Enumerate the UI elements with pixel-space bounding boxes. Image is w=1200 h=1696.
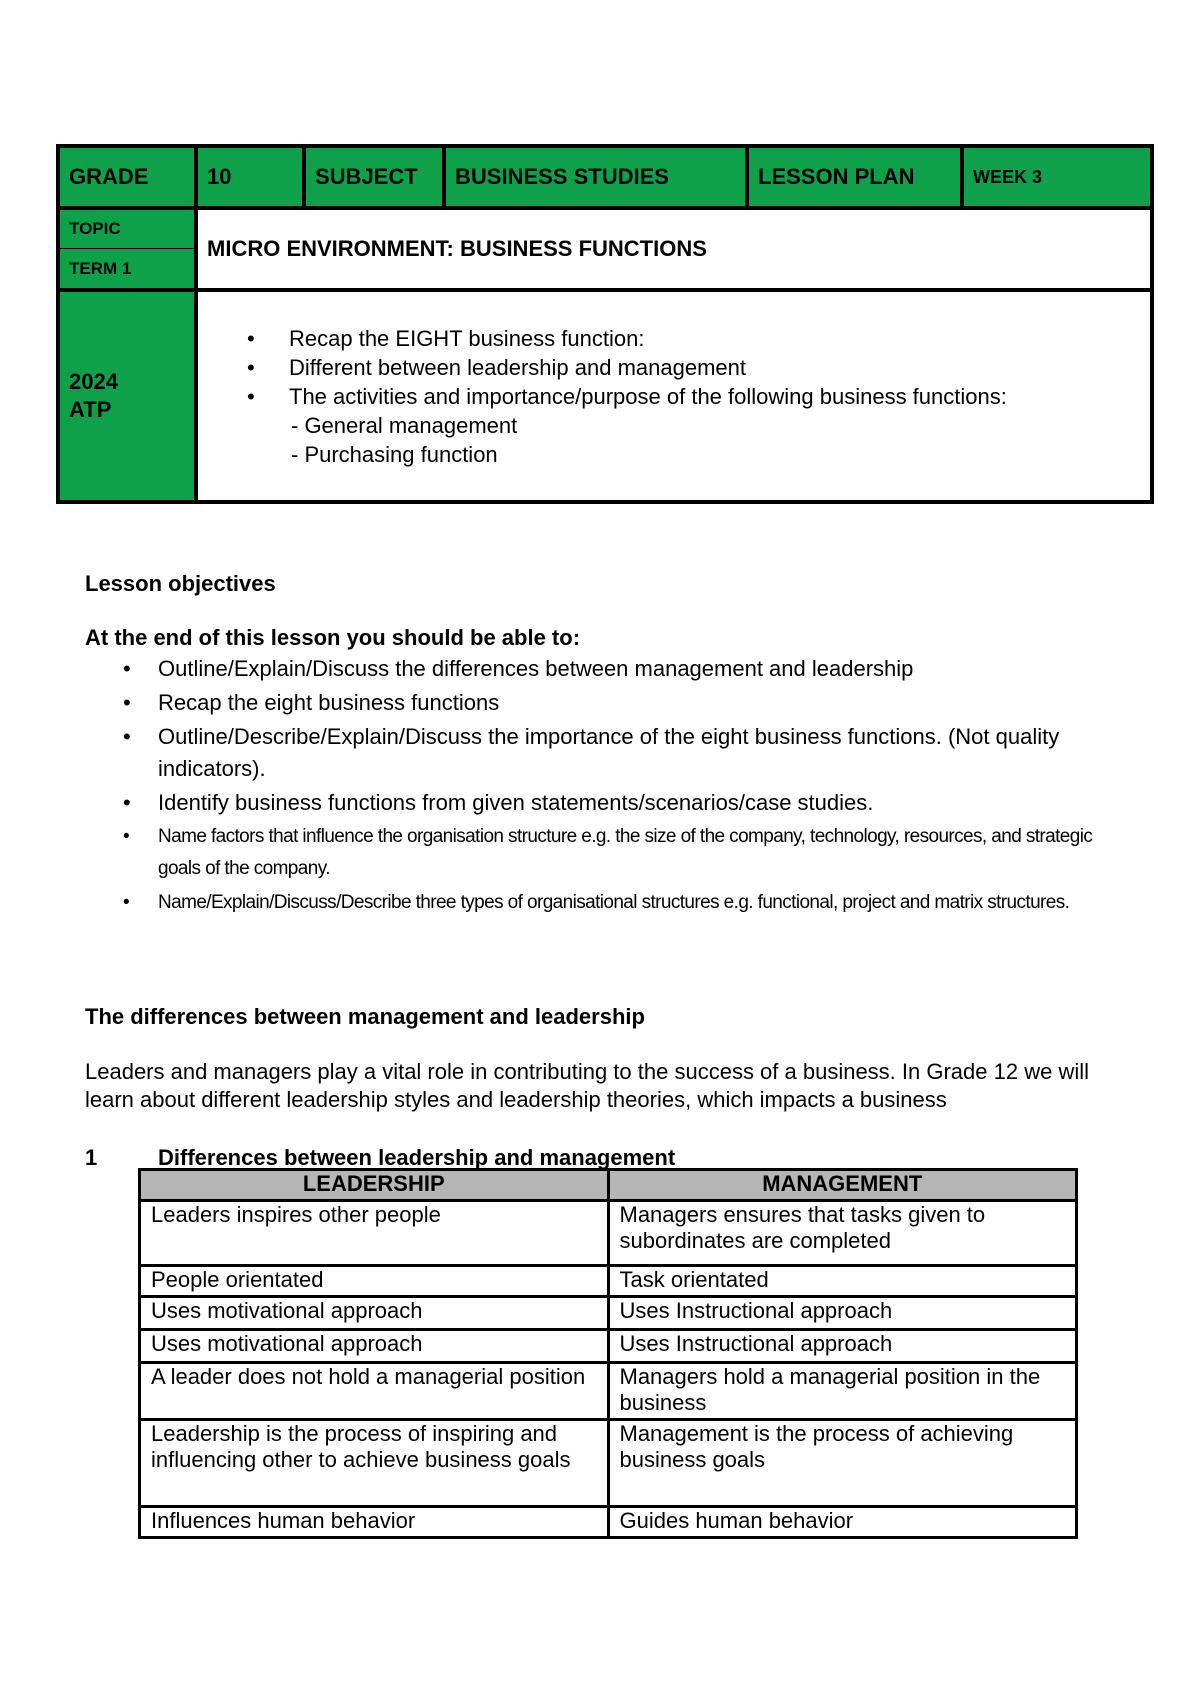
subject-label: SUBJECT	[304, 146, 444, 208]
differences-paragraph: Leaders and managers play a vital role in contributing to the success of a business. In Grade 12 we will learn about different leadership styles and leadership theories, which impacts a business	[85, 1059, 1089, 1112]
grade-value: 10	[196, 146, 304, 208]
atp-item: • Different between leadership and management	[247, 353, 1141, 382]
term-label: TERM 1	[69, 258, 132, 278]
atp-label: ATP	[69, 397, 112, 422]
atp-year: 2024	[69, 369, 118, 394]
management-cell: Managers hold a managerial position in the business	[608, 1363, 1077, 1420]
table-row	[140, 1201, 1077, 1266]
topic-term-cell	[58, 208, 196, 290]
grade-label: GRADE	[58, 146, 196, 208]
leadership-cell: Leadership is the process of inspiring and influencing other to achieve business goals	[140, 1420, 609, 1507]
leadership-cell: Leaders inspires other people	[140, 1201, 609, 1266]
atp-item: • The activities and importance/purpose of the following business functions:	[247, 382, 1141, 411]
leadership-cell: Uses motivational approach	[140, 1330, 609, 1363]
leadership-cell: People orientated	[140, 1266, 609, 1297]
objectives-heading: Lesson objectives	[85, 571, 276, 596]
management-cell: Managers ensures that tasks given to subordinates are completed	[608, 1201, 1077, 1266]
atp-subitem: - Purchasing function	[291, 441, 498, 467]
section-number: 1	[85, 1145, 98, 1170]
leadership-management-table	[138, 1168, 1078, 1539]
atp-content-cell	[196, 290, 1152, 502]
lesson-header-table	[56, 144, 1154, 504]
leadership-cell: Influences human behavior	[140, 1507, 609, 1538]
atp-subitem: - General management	[291, 412, 518, 438]
atp-cell	[58, 290, 196, 502]
table-row	[140, 1297, 1077, 1330]
objective-item: • Recap the eight business functions	[85, 687, 1125, 719]
management-cell: Management is the process of achieving business goals	[608, 1420, 1077, 1507]
differences-section	[85, 1004, 1125, 1114]
objective-item: • Name factors that influence the organisation structure e.g. the size of the company, technology, resources, and strategic goals of the company.	[85, 821, 1125, 885]
table-row	[140, 1266, 1077, 1297]
atp-item: • Recap the EIGHT business function:	[247, 324, 1141, 353]
leadership-cell: Uses motivational approach	[140, 1297, 609, 1330]
lesson-plan-label: LESSON PLAN	[747, 146, 962, 208]
management-cell: Uses Instructional approach	[608, 1297, 1077, 1330]
objective-item: • Outline/Describe/Explain/Discuss the importance of the eight business functions. (Not quality indicators).	[85, 721, 1125, 785]
objectives-list	[85, 653, 1125, 919]
table-row	[140, 1420, 1077, 1507]
objective-item: • Outline/Explain/Discuss the differences between management and leadership	[85, 653, 1125, 685]
column-header-management: MANAGEMENT	[608, 1170, 1077, 1201]
objectives-section	[85, 571, 1125, 921]
topic-label: TOPIC	[60, 210, 194, 249]
table-row	[140, 1507, 1077, 1538]
table-row	[140, 1330, 1077, 1363]
table-row	[140, 1363, 1077, 1420]
week-label: WEEK 3	[962, 146, 1152, 208]
objective-item: • Name/Explain/Discuss/Describe three types of organisational structures e.g. functional, project and matrix structures.	[85, 887, 1125, 919]
management-cell: Guides human behavior	[608, 1507, 1077, 1538]
objectives-intro: At the end of this lesson you should be able to:	[85, 625, 581, 650]
column-header-leadership: LEADERSHIP	[140, 1170, 609, 1201]
management-cell: Uses Instructional approach	[608, 1330, 1077, 1363]
leadership-cell: A leader does not hold a managerial position	[140, 1363, 609, 1420]
atp-list	[207, 324, 1141, 469]
management-cell: Task orientated	[608, 1266, 1077, 1297]
subject-value: BUSINESS STUDIES	[444, 146, 747, 208]
differences-heading: The differences between management and leadership	[85, 1004, 645, 1029]
topic-title: MICRO ENVIRONMENT: BUSINESS FUNCTIONS	[196, 208, 1152, 290]
objective-item: • Identify business functions from given statements/scenarios/case studies.	[85, 787, 1125, 819]
section-title: Differences between leadership and management	[158, 1145, 676, 1170]
